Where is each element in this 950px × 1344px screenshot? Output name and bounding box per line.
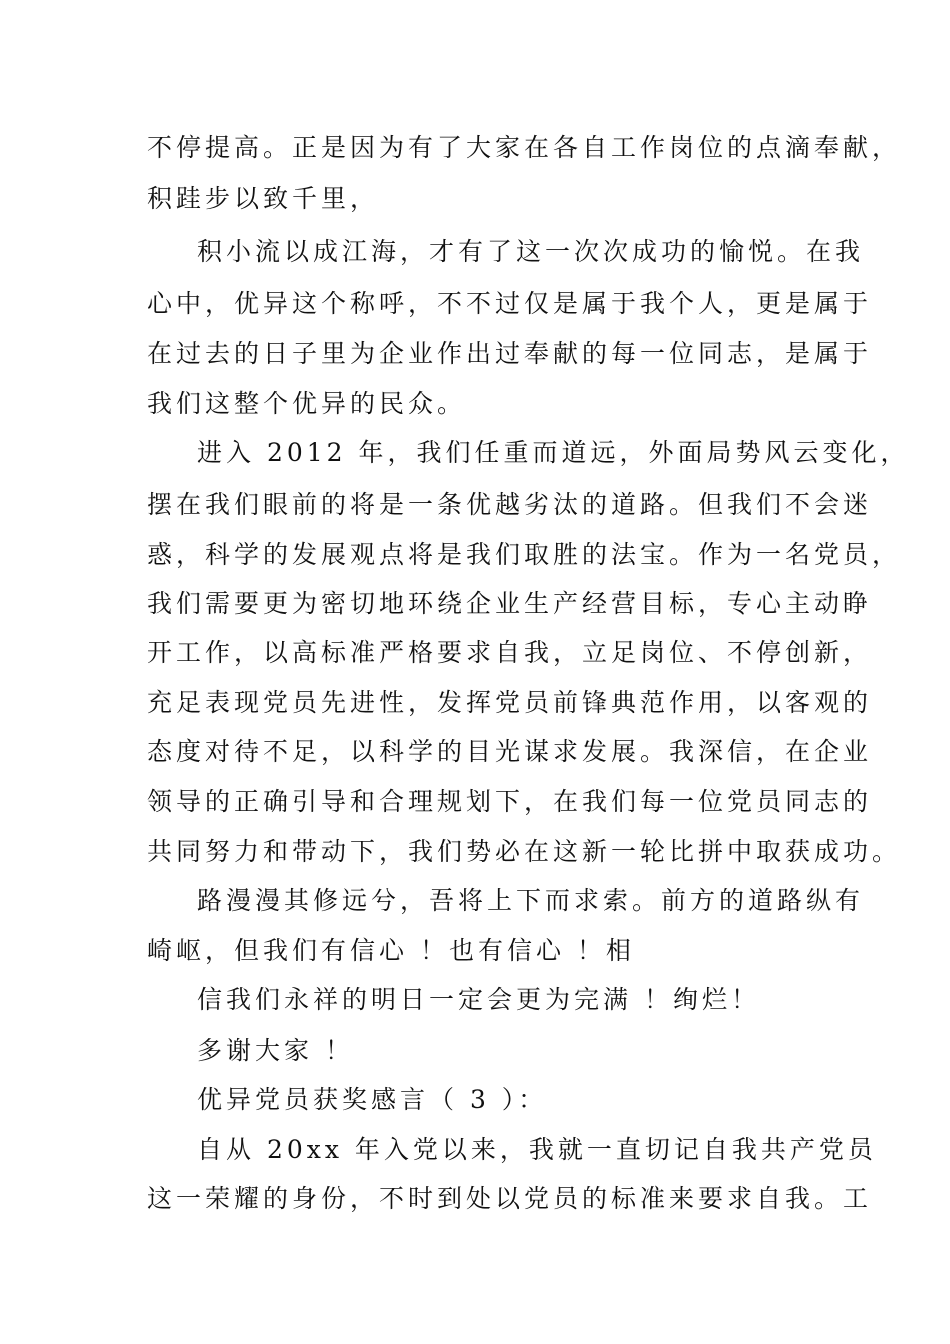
text-line: 摆在我们眼前的将是一条优越劣汰的道路。但我们不会迷 bbox=[147, 490, 873, 519]
text-line: 信我们永祥的明日一定会更为完满 ！绚烂！ bbox=[197, 985, 760, 1014]
text-line: 这一荣耀的身份，不时到处以党员的标准来要求自我。工 bbox=[147, 1184, 873, 1213]
text-line: 多谢大家 ！ bbox=[197, 1036, 354, 1065]
text-line: 领导的正确引导和合理规划下，在我们每一位党员同志的 bbox=[147, 787, 873, 816]
text-line: 心中，优异这个称呼，不不过仅是属于我个人，更是属于 bbox=[147, 289, 873, 318]
text-line: 我们这整个优异的民众。 bbox=[147, 389, 467, 418]
text-line: 路漫漫其修远兮，吾将上下而求索。前方的道路纵有 bbox=[197, 886, 865, 915]
text-line: 不停提高。正是因为有了大家在各自工作岗位的点滴奉献， bbox=[147, 133, 902, 162]
text-line: 崎岖，但我们有信心 ！也有信心 ！相 bbox=[147, 936, 635, 965]
text-line: 自从 20xx 年入党以来，我就一直切记自我共产党员 bbox=[197, 1135, 877, 1164]
text-line: 在过去的日子里为企业作出过奉献的每一位同志，是属于 bbox=[147, 339, 873, 368]
text-line: 共同努力和带动下，我们势必在这新一轮比拼中取获成功。 bbox=[147, 837, 902, 866]
text-line: 积小流以成江海，才有了这一次次成功的愉悦。在我 bbox=[197, 237, 865, 266]
text-line: 惑，科学的发展观点将是我们取胜的法宝。作为一名党员， bbox=[147, 540, 902, 569]
text-line: 开工作，以高标准严格要求自我，立足岗位、不停创新， bbox=[147, 638, 873, 667]
text-line: 积跬步以致千里， bbox=[147, 184, 380, 213]
text-line: 我们需要更为密切地环绕企业生产经营目标，专心主动睁 bbox=[147, 589, 873, 618]
text-line: 进入 2012 年，我们任重而道远，外面局势风云变化， bbox=[197, 438, 910, 467]
text-line: 态度对待不足，以科学的目光谋求发展。我深信，在企业 bbox=[147, 737, 873, 766]
section-heading: 优异党员获奖感言（ 3 ）： bbox=[197, 1085, 548, 1114]
text-line: 充足表现党员先进性，发挥党员前锋典范作用，以客观的 bbox=[147, 688, 873, 717]
